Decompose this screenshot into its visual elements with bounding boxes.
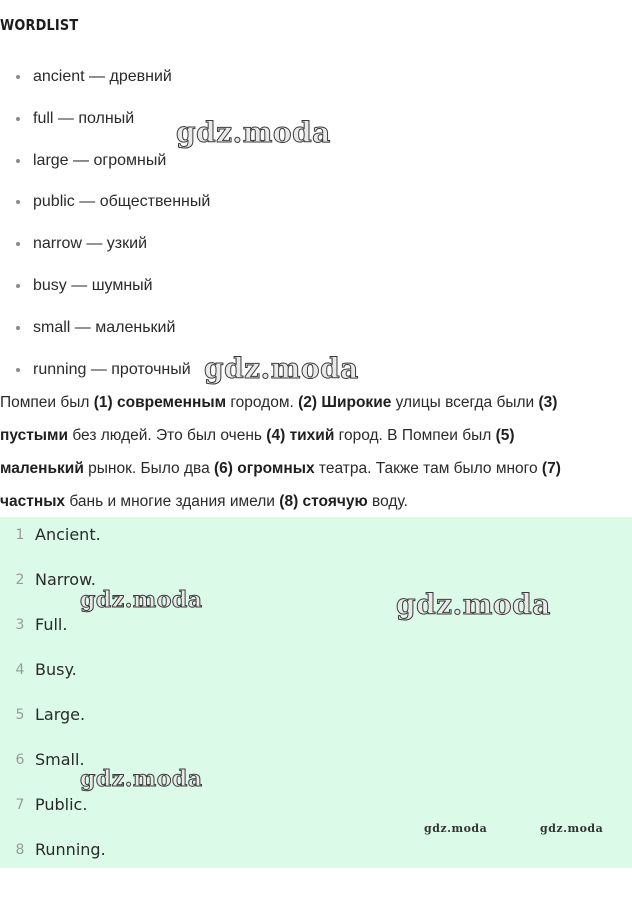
gap-number: (5) — [495, 427, 515, 444]
answer-text: Small. — [35, 750, 85, 769]
bullet-icon — [16, 159, 20, 163]
answers-panel — [0, 517, 632, 868]
watermark: gdz.moda — [204, 352, 359, 385]
gap-answer: стоячую — [302, 493, 368, 510]
answer-text: Large. — [35, 705, 86, 724]
gap-answer: частных — [0, 493, 66, 510]
answer-number: 1 — [15, 527, 25, 543]
list-item-text: narrow — узкий — [33, 235, 148, 253]
bullet-icon — [16, 368, 20, 372]
answer-text: Public. — [35, 795, 88, 814]
answer-text: Busy. — [35, 660, 77, 679]
answer-text: Ancient. — [35, 525, 101, 544]
text-segment: Помпеи был — [0, 394, 94, 411]
text-segment: театра. Также там было много — [314, 460, 542, 477]
list-item — [0, 222, 210, 264]
list-item-text: large — огромный — [33, 151, 167, 169]
exercise-paragraph — [0, 386, 628, 518]
watermark: gdz.moda — [176, 116, 331, 149]
text-segment: воду. — [367, 493, 408, 510]
gap-answer: Широкие — [321, 394, 392, 411]
bullet-icon — [16, 75, 20, 79]
list-item — [0, 180, 210, 222]
wordlist-heading: WORDLIST — [0, 16, 79, 34]
bullet-icon — [16, 117, 20, 121]
watermark: gdz.moda — [80, 766, 203, 792]
bullet-icon — [16, 284, 20, 288]
text-segment: улицы всегда были — [391, 394, 539, 411]
answer-number: 7 — [15, 797, 25, 813]
answer-text: Full. — [35, 615, 68, 634]
text-segment: без людей. Это был очень — [68, 427, 267, 444]
gap-answer: современным — [117, 394, 227, 411]
list-item-text: busy — шумный — [33, 276, 153, 294]
gap-number: (4) — [266, 427, 286, 444]
gap-answer: маленький — [0, 460, 84, 477]
list-item — [0, 264, 210, 306]
answer-number: 8 — [15, 842, 25, 858]
text-segment: рынок. Было два — [83, 460, 214, 477]
answer-text: Running. — [35, 840, 106, 859]
list-item-text: small — маленький — [33, 318, 176, 336]
list-item-text: ancient — древний — [33, 68, 172, 85]
list-item — [0, 55, 210, 97]
list-item — [0, 306, 210, 348]
gap-answer: пустыми — [0, 427, 69, 444]
answer-number: 2 — [15, 572, 25, 588]
list-item-text: running — проточный — [33, 360, 191, 378]
text-segment: бань и многие здания имели — [65, 493, 280, 510]
answer-text: Narrow. — [35, 570, 96, 589]
bullet-icon — [16, 242, 20, 246]
watermark: gdz.moda — [80, 587, 203, 613]
answer-number: 3 — [15, 617, 25, 633]
gap-number: (8) — [279, 493, 299, 510]
watermark: gdz.moda — [396, 588, 551, 621]
list-item — [0, 139, 210, 181]
gap-number: (1) — [93, 394, 113, 411]
list-item-text: public — общественный — [33, 193, 211, 211]
watermark: gdz.moda — [424, 822, 488, 835]
watermark: gdz.moda — [540, 822, 604, 835]
list-item-text: full — полный — [33, 109, 135, 127]
gap-number: (6) — [214, 460, 233, 477]
bullet-icon — [16, 326, 20, 330]
gap-number: (2) — [298, 394, 318, 411]
answer-number: 6 — [15, 752, 25, 768]
bullet-icon — [16, 200, 20, 204]
gap-answer: тихий — [289, 427, 335, 444]
text-segment: городом. — [226, 394, 299, 411]
list-item — [0, 348, 210, 390]
list-item — [0, 97, 210, 139]
text-segment: город. В Помпеи был — [334, 427, 496, 444]
answer-number: 5 — [15, 707, 25, 723]
gap-number: (3) — [538, 394, 558, 411]
wordlist — [0, 55, 210, 389]
gap-number: (7) — [541, 460, 561, 477]
answer-number: 4 — [15, 662, 25, 678]
gap-answer: огромных — [237, 460, 315, 477]
